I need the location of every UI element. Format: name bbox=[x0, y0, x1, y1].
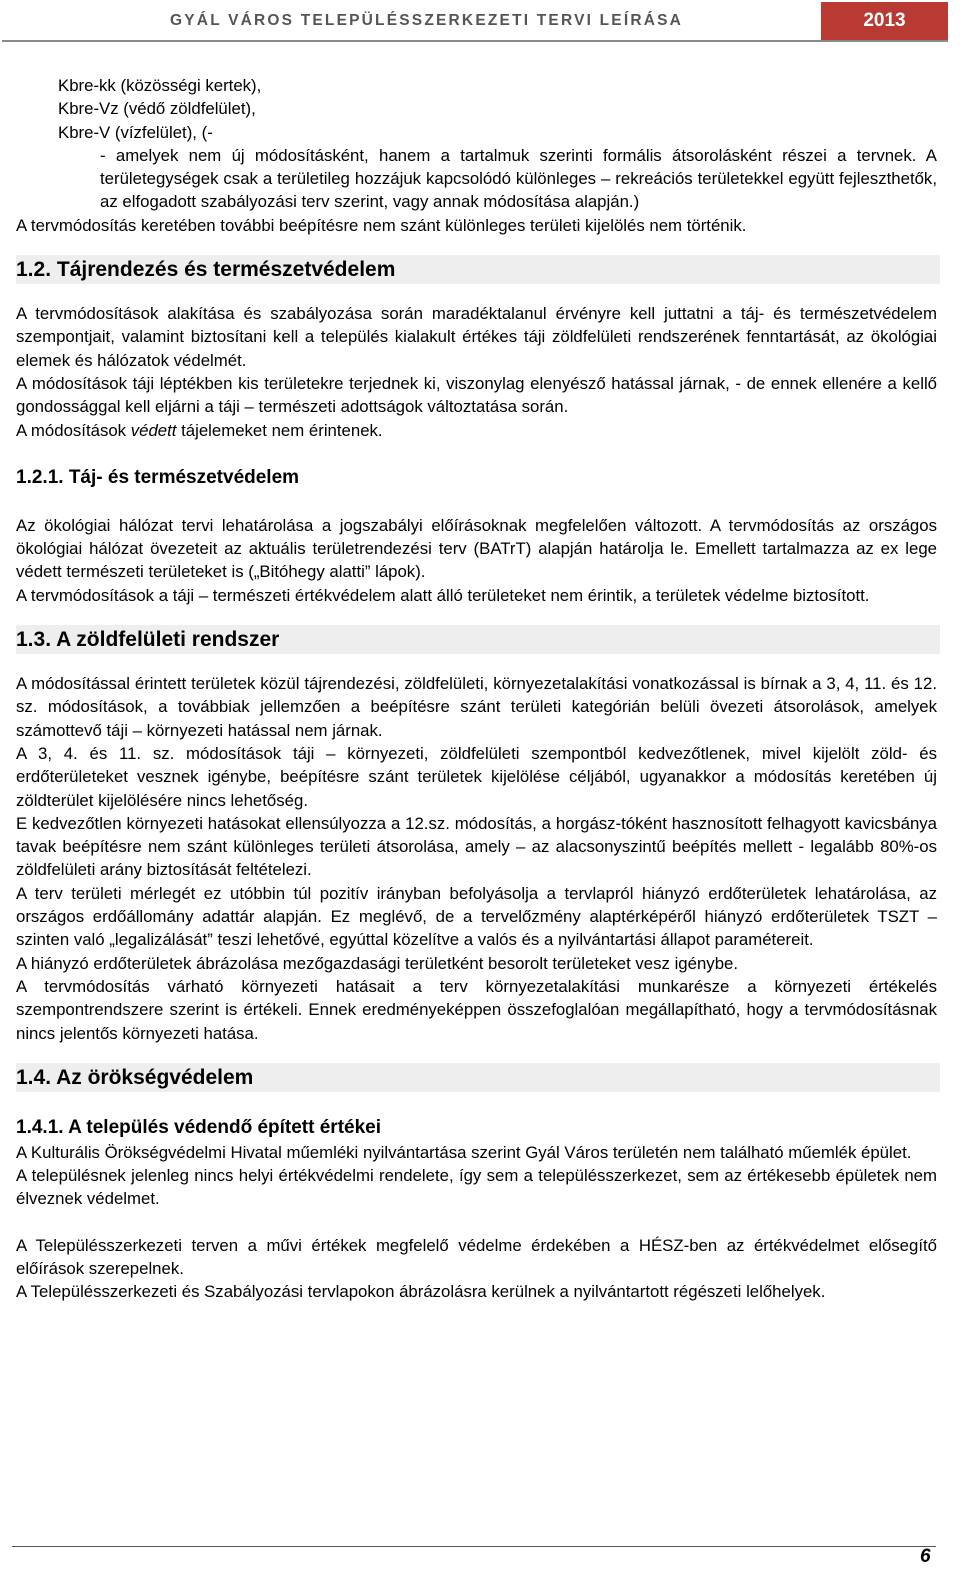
document-title: GYÁL VÁROS TELEPÜLÉSSZERKEZETI TERVI LEÍRÁSA bbox=[170, 12, 684, 29]
zone-list bbox=[16, 74, 937, 214]
section-heading-1-3: 1.3. A zöldfelületi rendszer bbox=[16, 625, 940, 654]
section-heading-1-2: 1.2. Tájrendezés és természetvédelem bbox=[16, 255, 940, 284]
section-heading-1-4: 1.4. Az örökségvédelem bbox=[16, 1063, 940, 1092]
list-item: Kbre-V (vízfelület), (- bbox=[58, 122, 213, 142]
subsection-heading-1-2-1: 1.2.1. Táj- és természetvédelem bbox=[16, 466, 300, 488]
paragraph: A módosítások védett tájelemeket nem érintenek. bbox=[16, 420, 383, 440]
paragraph: A Településszerkezeti terven a művi értékek megfelelő védelme érdekében a HÉSZ-ben az értékvédelmet elősegítő előírások szerepelnek. bbox=[16, 1235, 937, 1278]
page-number: 6 bbox=[920, 1546, 931, 1567]
list-item: Kbre-Vz (védő zöldfelület), bbox=[58, 99, 256, 119]
paragraph: A Kulturális Örökségvédelmi Hivatal műemléki nyilvántartása szerint Gyál Város területén nem található műemlék épület. bbox=[16, 1142, 912, 1162]
paragraph: A módosítással érintett területek közül tájrendezési, zöldfelületi, környezetalakítási vonatkozással is bírnak a 3, 4, 11. és 12. sz. módosítások, a továbbiak jellemzően a beépítésre szánt területi kategórián belüli övezeti átsorolások, amelyek számottevő táji – környezeti hatással nem járnak. bbox=[16, 674, 937, 740]
paragraph: A Településszerkezeti és Szabályozási tervlapokon ábrázolásra kerülnek a nyilvántartott régészeti lelőhelyek. bbox=[16, 1282, 826, 1302]
footer-divider bbox=[12, 1546, 936, 1547]
page-header bbox=[0, 0, 960, 42]
paragraph: A településnek jelenleg nincs helyi értékvédelmi rendelete, így sem a településszerkezet, sem az értékesebb épületek nem élveznek védelmet. bbox=[16, 1166, 937, 1209]
paragraph: A módosítások táji léptékben kis területekre terjednek ki, viszonylag elenyésző hatással járnak, - de ennek ellenére a kellő gondossággal kell eljárni a táji – természeti adottságok változtatása során. bbox=[16, 373, 937, 417]
paragraph: A hiányzó erdőterületek ábrázolása mezőgazdasági területként besorolt területeket vesz igénybe. bbox=[16, 953, 739, 973]
document-body bbox=[16, 74, 937, 1304]
paragraph: A terv területi mérlegét ez utóbbin túl pozitív irányban befolyásolja a tervlapról hiányzó erdőterületek lehatárolása, az országos erdőállomány adattár alapján. Ez meglévő, de a tervelőzmény alaptérképéről hiányzó erdőterületek TSZT – szinten való „legalizálását” teszi lehetővé, egyúttal közelítve a valós és a nyilvántartási állapot paramétereit. bbox=[16, 883, 937, 950]
paragraph: Az ökológiai hálózat tervi lehatárolása a jogszabályi előírásoknak megfelelően változott. A tervmódosítás az országos ökológiai hálózat övezeteit az aktuális területrendezési terv (BATrT) alapján határolja le. Emellett tartalmazza az ex lege védett természeti területeket is („Bitóhegy alatti” lápok). bbox=[16, 515, 937, 582]
paragraph: A tervmódosítások alakítása és szabályozása során maradéktalanul érvényre kell juttatni a táj- és természetvédelem szempontjait, valamint biztosítani kell a település kialakult értékes táji zöldfelületi rendszerének fenntartását, az ökológiai elemek és hálózatok védelmét. bbox=[16, 304, 937, 370]
paragraph: A 3, 4. és 11. sz. módosítások táji – környezeti, zöldfelületi szempontból kedvezőtlenek, mivel kijelölt zöld- és erdőterületeket vesznek igénybe, beépítésre szánt területek kijelölése céljából, ugyanakkor a módosítás keretében új zöldterület kijelölésére nincs lehetőség. bbox=[16, 743, 937, 810]
subsection-heading-1-4-1: 1.4.1. A település védendő épített értékei bbox=[16, 1116, 381, 1138]
list-item: Kbre-kk (közösségi kertek), bbox=[58, 76, 262, 95]
emphasis: védett bbox=[130, 420, 177, 440]
list-continuation: - amelyek nem új módosításként, hanem a tartalmuk szerinti formális átsorolásként részei a tervnek. A területegységek csak a területileg hozzájuk kapcsolódó különleges – rekreációs területekkel együtt fejleszthetők, az elfogadott szabályozási terv szerint, vagy annak módosítása alapján.) bbox=[100, 145, 937, 212]
paragraph: E kedvezőtlen környezeti hatásokat ellensúlyozza a 12.sz. módosítás, a horgász-tóként hasznosított felhagyott kavicsbánya tavak beépítésre nem szánt különleges területi átsorolása, amely – az alacsonyszintű beépítés mellett - legalább 80%-os zöldfelületi arány biztosítását feltételezi. bbox=[16, 813, 937, 880]
header-divider bbox=[2, 40, 948, 42]
paragraph: A tervmódosítások a táji – természeti értékvédelem alatt álló területeket nem érintik, a területek védelme biztosított. bbox=[16, 585, 870, 605]
year-badge: 2013 bbox=[821, 2, 948, 40]
paragraph: A tervmódosítás keretében további beépítésre nem szánt különleges területi kijelölés nem történik. bbox=[16, 215, 747, 235]
paragraph: A tervmódosítás várható környezeti hatásait a terv környezetalakítási munkarésze a környezeti értékelés szempontrendszere szerint is értékeli. Ennek eredményeképpen összefoglalóan megállapítható, hogy a tervmódosításnak nincs jelentős környezeti hatása. bbox=[16, 976, 937, 1043]
